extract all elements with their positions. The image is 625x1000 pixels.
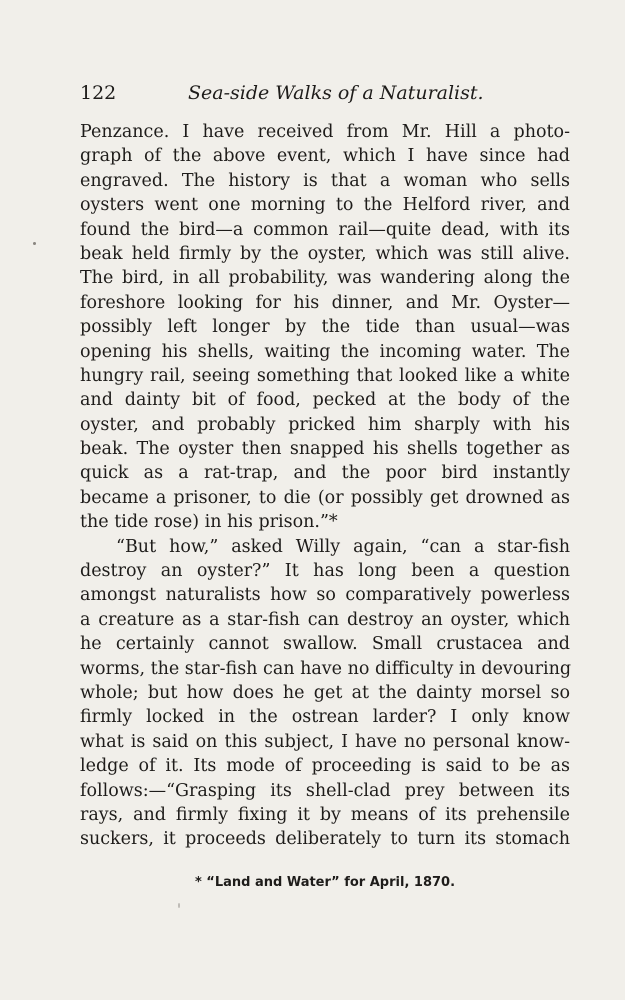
paper-speck [33,242,36,245]
text-line: Penzance. I have received from Mr. Hill a photo- [80,122,570,142]
page-number: 122 [80,82,117,104]
text-line: worms, the star-fish can have no difficulty in devouring [80,658,572,679]
text-line: a creature as a star-fish can destroy an oyster, which [80,609,570,630]
text-line: he certainly cannot swallow. Small crustacea and [80,634,570,655]
paragraph-end-line: the tide rose) in his prison.”* [80,512,338,533]
text-line: became a prisoner, to die (or possibly get drowned as [80,487,570,508]
footnote: * “Land and Water” for April, 1870. [194,875,456,890]
text-line: oysters went one morning to the Helford river, and [80,195,570,216]
text-line: destroy an oyster?” It has long been a question [80,561,570,582]
text-line: rays, and firmly fixing it by means of its prehensile [80,804,570,825]
text-line: follows:—“Grasping its shell-clad prey between its [80,780,570,801]
text-line: and dainty bit of food, pecked at the body of the [80,390,570,411]
text-line: hungry rail, seeing something that looked like a white [80,365,570,386]
text-line: amongst naturalists how so comparatively powerless [80,585,570,606]
text-line: oyster, and probably pricked him sharply with his [80,414,570,435]
text-line: The bird, in all probability, was wandering along the [80,268,570,289]
text-line: firmly locked in the ostrean larder? I only know [80,707,570,728]
text-line: foreshore looking for his dinner, and Mr. Oyster— [80,292,570,313]
text-line: engraved. The history is that a woman who sells [80,170,570,191]
paragraph-start-line: “But how,” asked Willy again, “can a star-fish [116,536,570,557]
running-head [80,80,552,106]
text-line: graph of the above event, which I have since had [80,146,570,167]
text-line: what is said on this subject, I have no personal know- [80,731,570,752]
text-line: suckers, it proceeds deliberately to turn its stomach [80,829,570,850]
paper-speck [178,903,180,908]
body-text [80,120,570,852]
running-title: Sea-side Walks of a Naturalist. [188,82,484,104]
text-line: whole; but how does he get at the dainty morsel so [80,682,570,703]
text-line: ledge of it. Its mode of proceeding is said to be as [80,756,570,777]
text-line: beak held firmly by the oyster, which was still alive. [80,243,570,264]
text-line: beak. The oyster then snapped his shells together as [80,439,570,460]
text-line: found the bird—a common rail—quite dead, with its [80,219,570,240]
text-line: quick as a rat-trap, and the poor bird instantly [80,463,570,484]
text-line: opening his shells, waiting the incoming water. The [80,341,570,362]
text-line: possibly left longer by the tide than usual—was [80,317,570,338]
